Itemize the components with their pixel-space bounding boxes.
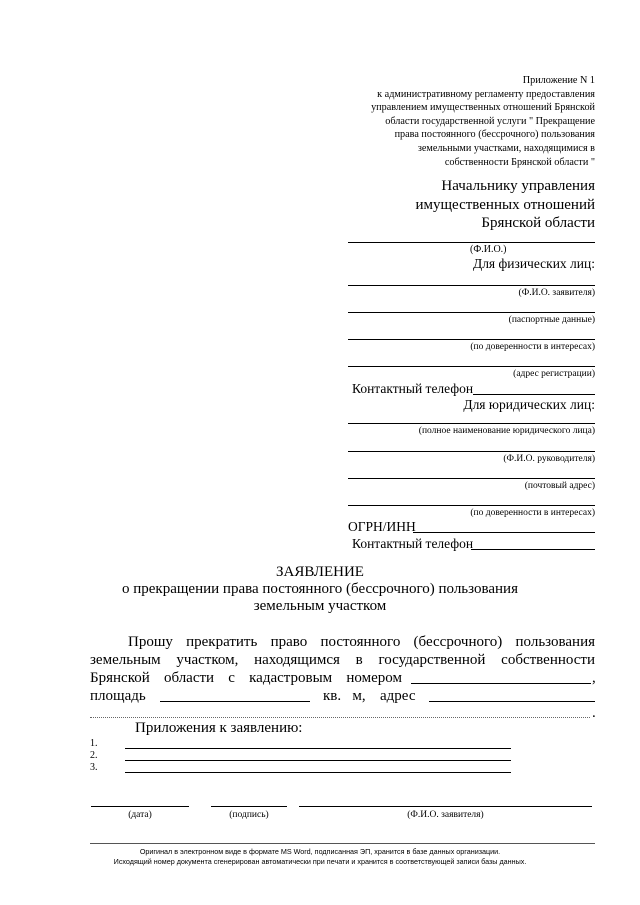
- area-units: кв. м,: [323, 688, 366, 704]
- body-word: кадастровым: [249, 670, 333, 686]
- signature-caption: (подпись): [229, 810, 269, 820]
- attachments-heading: Приложения к заявлению:: [135, 720, 303, 736]
- area-field[interactable]: [160, 701, 310, 702]
- appendix-line: области государственной услуги " Прекращение: [385, 115, 595, 127]
- appendix-line: к административному регламенту предоставления: [377, 88, 595, 100]
- appendix-line: земельными участками, находящимися в: [417, 142, 595, 154]
- statement-subtitle: земельным участком: [253, 598, 387, 614]
- address-field[interactable]: [429, 701, 595, 702]
- footer-divider: [90, 843, 595, 844]
- statement-subtitle: о прекращении права постоянного (бессрочного) пользования: [122, 581, 518, 597]
- body-word: области: [163, 670, 215, 686]
- body-word: собственности: [501, 652, 595, 668]
- attachment-field-3[interactable]: [125, 772, 511, 773]
- attachment-field-1[interactable]: [125, 748, 511, 749]
- director-fio-field[interactable]: [348, 451, 595, 452]
- body-word: участком,: [176, 652, 239, 668]
- appendix-line: Приложение N 1: [522, 75, 595, 86]
- legal-proxy-caption: (по доверенности в интересах): [470, 508, 595, 518]
- addressee-fio-field[interactable]: [348, 242, 595, 243]
- individual-proxy-caption: (по доверенности в интересах): [470, 342, 595, 352]
- body-word: Брянской: [90, 670, 150, 686]
- legal-heading: Для юридических лиц:: [463, 397, 595, 412]
- body-word: (бессрочного): [413, 634, 503, 650]
- legal-phone-label: Контактный телефон: [352, 536, 474, 551]
- body-word: в: [355, 652, 363, 668]
- individual-proxy-field[interactable]: [348, 339, 595, 340]
- attachment-number: 3.: [90, 762, 98, 773]
- postal-address-field[interactable]: [348, 478, 595, 479]
- attachment-number: 1.: [90, 738, 98, 749]
- body-word: государственной: [378, 652, 486, 668]
- body-word: постоянного: [320, 634, 401, 650]
- date-caption: (дата): [128, 810, 152, 820]
- body-comma: ,: [592, 670, 596, 686]
- addressee-line: имущественных отношений: [415, 196, 595, 213]
- attachment-number: 2.: [90, 750, 98, 761]
- body-word: прекратить: [186, 634, 258, 650]
- applicant-fio-field[interactable]: [348, 285, 595, 286]
- body-line-3: [90, 670, 402, 686]
- postal-address-caption: (почтовый адрес): [524, 481, 595, 491]
- legal-name-field[interactable]: [348, 423, 595, 424]
- applicant-signature-fio-field[interactable]: [299, 806, 592, 807]
- legal-proxy-field[interactable]: [348, 505, 595, 506]
- address-continuation-field[interactable]: [90, 717, 590, 718]
- applicant-fio-caption: (Ф.И.О. заявителя): [518, 288, 595, 298]
- attachment-field-2[interactable]: [125, 760, 511, 761]
- body-word: находящимся: [254, 652, 340, 668]
- appendix-line: собственности Брянской области ": [444, 156, 595, 168]
- addressee: [295, 177, 595, 233]
- statement-title: ЗАЯВЛЕНИЕ: [276, 564, 364, 580]
- applicant-signature-fio-caption: (Ф.И.О. заявителя): [407, 810, 484, 820]
- footer-line: Оригинал в электронном виде в формате MS Word, подписанная ЭП, хранится в базе данных организации.: [139, 847, 501, 856]
- body-line-1: [128, 634, 595, 650]
- body-word: пользования: [515, 634, 595, 650]
- appendix-header: [295, 74, 595, 169]
- ogrn-field[interactable]: [413, 532, 595, 533]
- individuals-heading: Для физических лиц:: [472, 256, 595, 271]
- legal-name-caption: (полное наименование юридического лица): [418, 426, 595, 436]
- registration-address-caption: (адрес регистрации): [513, 369, 595, 379]
- cadastral-number-field[interactable]: [411, 683, 591, 684]
- passport-caption: (паспортные данные): [508, 315, 595, 325]
- body-line-2: [90, 652, 595, 668]
- body-word: земельным: [90, 652, 161, 668]
- body-word: Прошу: [128, 634, 173, 650]
- individual-phone-field[interactable]: [473, 394, 595, 395]
- date-field[interactable]: [91, 806, 189, 807]
- appendix-line: права постоянного (бессрочного) пользования: [394, 129, 595, 141]
- legal-phone-field[interactable]: [471, 549, 595, 550]
- body-word: право: [270, 634, 308, 650]
- passport-field[interactable]: [348, 312, 595, 313]
- footer-line: Исходящий номер документа сгенерирован автоматически при печати и хранится в соответствующей записи базы данных.: [113, 857, 527, 866]
- area-label: площадь: [90, 688, 146, 704]
- body-period: .: [592, 705, 596, 721]
- signature-field[interactable]: [211, 806, 287, 807]
- address-label: адрес: [380, 688, 416, 704]
- registration-address-field[interactable]: [348, 366, 595, 367]
- appendix-line: управлением имущественных отношений Брянской: [371, 102, 595, 114]
- body-word: с: [228, 670, 235, 686]
- addressee-line: Начальнику управления: [441, 178, 595, 194]
- body-word: номером: [346, 670, 402, 686]
- director-fio-caption: (Ф.И.О. руководителя): [503, 454, 595, 464]
- addressee-fio-caption: (Ф.И.О.): [470, 244, 507, 255]
- addressee-line: Брянской области: [481, 215, 595, 231]
- individual-phone-label: Контактный телефон: [352, 381, 474, 396]
- ogrn-label: ОГРН/ИНН: [348, 519, 416, 534]
